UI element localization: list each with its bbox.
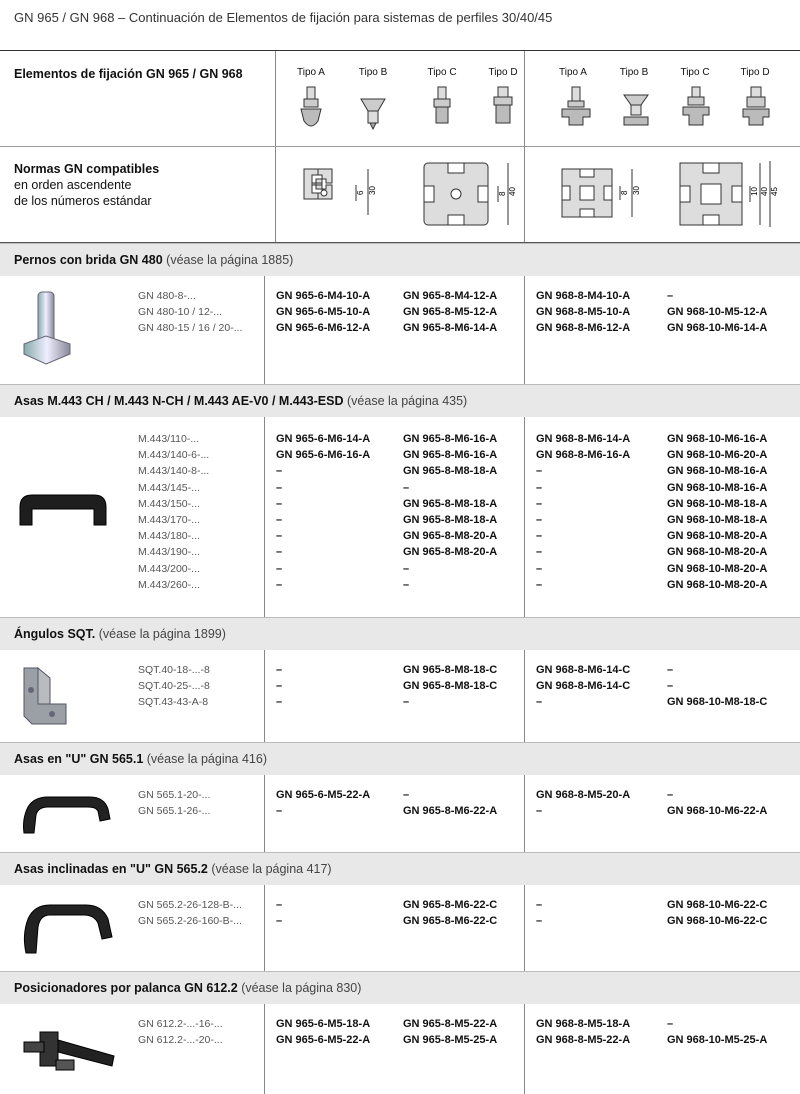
part-number: –	[536, 514, 543, 527]
part-number: GN 965-8-M8-18-A	[403, 497, 498, 510]
gn968-8-column	[536, 1016, 630, 1048]
section-header-lever-indexing-plungers	[0, 971, 800, 1004]
section-body-lever-indexing-plungers	[0, 1004, 800, 1094]
part-number: –	[667, 680, 674, 693]
part-number: GN 965-8-M6-16-A	[403, 449, 498, 462]
part-number: –	[276, 546, 283, 559]
part-number: –	[276, 696, 283, 709]
ref-item: GN 565.2-26-160-B-...	[138, 915, 242, 928]
part-number: –	[276, 680, 283, 693]
type-d-label: Tipo D	[740, 67, 770, 78]
ref-item: M.443/170-...	[138, 514, 200, 527]
t-bolt-type-b-icon	[619, 91, 653, 135]
gn968-8-column	[536, 897, 542, 929]
divider	[275, 147, 276, 242]
ref-item: GN 565.1-26-...	[138, 805, 211, 818]
gn965-6-column	[276, 787, 370, 819]
gn965-6-column	[276, 1016, 370, 1048]
gn968-10-column	[667, 288, 767, 337]
part-number: –	[276, 899, 283, 911]
section-body-inclined-u-handles	[0, 885, 800, 971]
divider	[524, 650, 525, 742]
part-number: –	[403, 696, 410, 709]
sqt-angle-image	[20, 664, 70, 730]
page-reference: (véase la página 830)	[241, 981, 362, 995]
ref-item: GN 480-15 / 16 / 20-...	[138, 322, 243, 335]
ref-item: M.443/180-...	[138, 530, 200, 543]
part-number: –	[276, 481, 283, 494]
gn968-8-column	[536, 787, 630, 819]
part-number: GN 968-10-M6-22-A	[667, 805, 768, 818]
page-reference: (véase la página 1885)	[166, 253, 294, 267]
part-number: GN 968-10-M5-25-A	[667, 1034, 768, 1047]
ref-item: GN 480-8-...	[138, 290, 196, 302]
part-number: GN 965-8-M6-22-A	[403, 805, 498, 818]
profile-30-slot8-icon	[558, 163, 642, 223]
ref-list	[138, 288, 242, 337]
dim-8: 8	[498, 191, 507, 196]
gn965-8-column	[403, 431, 497, 593]
section-body-flange-bolts	[0, 276, 800, 392]
section-title: Asas en "U" GN 565.1	[14, 752, 144, 766]
dim-40: 40	[760, 187, 769, 196]
part-number: –	[667, 290, 674, 302]
section-header-sqt-angles	[0, 617, 800, 650]
compatible-norms-title: Normas GN compatibles	[14, 162, 160, 176]
section-title: Asas M.443 CH / M.443 N-CH / M.443 AE-V0 / M.443-ESD	[14, 394, 344, 408]
gn965-8-column	[403, 787, 497, 819]
page-reference: (véase la página 417)	[211, 862, 332, 876]
part-number: GN 965-6-M5-22-A	[276, 1034, 371, 1047]
gn965-8-column	[403, 897, 497, 929]
divider	[275, 51, 276, 146]
part-number: GN 965-8-M8-18-C	[403, 680, 498, 693]
part-number: –	[536, 562, 543, 575]
part-number: –	[276, 664, 283, 676]
part-number: –	[403, 562, 410, 575]
profile-30-slot6-icon	[300, 163, 382, 223]
gn965-6-column	[276, 431, 370, 593]
gn965-6-column	[276, 288, 370, 337]
dim-10: 10	[750, 187, 759, 196]
part-number: –	[667, 664, 674, 676]
u-handle-image	[18, 789, 114, 845]
part-number: –	[536, 805, 543, 818]
type-a-label: Tipo A	[297, 67, 325, 78]
gn968-8-column	[536, 662, 630, 711]
part-number: –	[667, 789, 674, 801]
part-number: GN 965-8-M6-16-A	[403, 433, 498, 445]
ref-item: SQT.40-25-...-8	[138, 680, 210, 693]
part-number: GN 968-10-M8-20-A	[667, 546, 768, 559]
header-title: Elementos de fijación GN 965 / GN 968	[14, 67, 243, 81]
ref-item: M.443/140-8-...	[138, 465, 210, 478]
ref-item: SQT.40-18-...-8	[138, 664, 210, 676]
part-number: –	[276, 530, 283, 543]
part-number: GN 965-6-M5-18-A	[276, 1018, 371, 1030]
part-number: GN 968-8-M5-22-A	[536, 1034, 631, 1047]
part-number: –	[403, 481, 410, 494]
gn968-10-column	[667, 787, 767, 819]
part-number: –	[276, 497, 283, 510]
ref-item: M.443/260-...	[138, 578, 200, 591]
gn965-8-column	[403, 1016, 497, 1048]
ref-item: M.443/200-...	[138, 562, 200, 575]
part-number: GN 965-8-M5-22-A	[403, 1018, 498, 1030]
ref-list	[138, 787, 210, 819]
part-number: GN 968-8-M6-16-A	[536, 449, 631, 462]
m443-handle-image	[16, 485, 112, 535]
type-c-label: Tipo C	[427, 67, 457, 78]
gn965-8-column	[403, 662, 497, 711]
divider	[264, 650, 265, 742]
section-header-flange-bolts	[0, 243, 800, 276]
part-number: GN 965-6-M5-22-A	[276, 789, 371, 801]
divider	[524, 276, 525, 392]
part-number: GN 968-10-M8-18-A	[667, 514, 768, 527]
part-number: GN 968-10-M6-22-C	[667, 915, 768, 928]
part-number: GN 968-10-M8-20-A	[667, 578, 768, 591]
section-body-sqt-angles	[0, 650, 800, 742]
divider	[524, 775, 525, 853]
flange-bolt-image	[18, 288, 78, 368]
divider	[264, 1004, 265, 1094]
ref-item: M.443/190-...	[138, 546, 200, 559]
dim-40: 40	[508, 187, 517, 196]
profile-40-45-slot10-icon	[676, 159, 780, 231]
part-number: GN 968-8-M6-14-C	[536, 680, 631, 693]
gn968-8-column	[536, 288, 630, 337]
t-bolt-type-a-icon	[296, 85, 326, 135]
part-number: GN 965-6-M4-10-A	[276, 290, 371, 302]
type-c-label: Tipo C	[680, 67, 710, 78]
part-number: –	[276, 578, 283, 591]
dim-6: 6	[356, 190, 365, 195]
divider	[524, 1004, 525, 1094]
gn968-10-column	[667, 897, 767, 929]
ref-list	[138, 431, 209, 593]
divider	[524, 885, 525, 971]
part-number: GN 968-10-M8-18-A	[667, 497, 768, 510]
type-a-label: Tipo A	[559, 67, 587, 78]
divider	[264, 276, 265, 392]
t-bolt-type-d-icon	[739, 85, 773, 135]
ref-item: M.443/150-...	[138, 497, 200, 510]
part-number: GN 968-10-M5-12-A	[667, 306, 768, 319]
ref-list	[138, 662, 210, 711]
part-number: GN 968-8-M5-18-A	[536, 1018, 631, 1030]
section-title: Posicionadores por palanca GN 612.2	[14, 981, 238, 995]
t-bolt-type-c-icon	[427, 85, 457, 135]
dim-30: 30	[368, 186, 377, 195]
section-body-u-handles	[0, 775, 800, 853]
ref-item: M.443/110-...	[138, 433, 200, 445]
lever-indexing-plunger-image	[18, 1018, 122, 1080]
part-number: GN 968-8-M5-10-A	[536, 306, 631, 319]
part-number: GN 965-8-M8-18-C	[403, 664, 498, 676]
dim-45: 45	[770, 187, 779, 196]
part-number: GN 965-8-M5-12-A	[403, 306, 498, 319]
part-number: GN 965-8-M8-20-A	[403, 546, 498, 559]
part-number: GN 968-8-M6-14-C	[536, 664, 631, 676]
compatible-norms-line3: de los números estándar	[14, 194, 152, 208]
header-row-types	[0, 51, 800, 147]
part-number: –	[536, 497, 543, 510]
part-number: GN 968-10-M6-16-A	[667, 433, 768, 445]
part-number: GN 968-10-M6-14-A	[667, 322, 768, 335]
part-number: –	[276, 562, 283, 575]
part-number: –	[276, 805, 283, 818]
gn968-8-column	[536, 431, 630, 593]
part-number: –	[276, 514, 283, 527]
part-number: GN 968-10-M6-20-A	[667, 449, 768, 462]
gn965-8-column	[403, 288, 497, 337]
t-bolt-type-c-icon	[679, 85, 713, 135]
part-number: –	[276, 465, 283, 478]
section-header-u-handles	[0, 742, 800, 775]
dim-8: 8	[620, 190, 629, 195]
part-number: GN 968-10-M8-20-A	[667, 530, 768, 543]
page-title: GN 965 / GN 968 – Continuación de Elementos de fijación para sistemas de perfiles 30/40/45	[14, 10, 553, 25]
dim-30: 30	[632, 186, 641, 195]
part-number: –	[403, 578, 410, 591]
gn965-6-column	[276, 662, 282, 711]
ref-item: GN 612.2-...-16-...	[138, 1018, 223, 1030]
part-number: GN 965-8-M6-22-C	[403, 915, 498, 928]
part-number: GN 968-10-M6-22-C	[667, 899, 768, 911]
t-bolt-type-d-icon	[488, 85, 518, 135]
part-number: –	[536, 530, 543, 543]
part-number: GN 968-10-M8-16-A	[667, 465, 768, 478]
type-b-label: Tipo B	[358, 67, 388, 78]
part-number: GN 965-8-M4-12-A	[403, 290, 498, 302]
ref-item: GN 565.2-26-128-B-...	[138, 899, 242, 911]
part-number: –	[536, 915, 543, 928]
part-number: GN 968-10-M8-20-A	[667, 562, 768, 575]
part-number: –	[667, 1018, 674, 1030]
divider	[264, 775, 265, 853]
part-number: –	[403, 789, 410, 801]
ref-item: M.443/140-6-...	[138, 449, 210, 462]
compatible-norms-line2: en orden ascendente	[14, 178, 132, 192]
part-number: GN 965-8-M8-20-A	[403, 530, 498, 543]
part-number: GN 968-10-M8-16-A	[667, 481, 768, 494]
gn968-10-column	[667, 1016, 767, 1048]
part-number: GN 965-8-M5-25-A	[403, 1034, 498, 1047]
part-number: –	[536, 465, 543, 478]
profile-40-slot8-icon	[420, 159, 520, 231]
gn968-10-column	[667, 662, 767, 711]
section-title: Pernos con brida GN 480	[14, 253, 163, 267]
part-number: GN 965-8-M6-22-C	[403, 899, 498, 911]
section-title: Ángulos SQT.	[14, 627, 96, 641]
type-b-label: Tipo B	[619, 67, 649, 78]
divider	[264, 885, 265, 971]
inclined-u-handle-image	[18, 897, 114, 961]
t-bolt-type-a-icon	[559, 85, 593, 135]
part-number: –	[536, 546, 543, 559]
part-number: GN 968-8-M5-20-A	[536, 789, 631, 801]
compatibility-table	[0, 50, 800, 1094]
part-number: GN 965-6-M6-12-A	[276, 322, 371, 335]
ref-list	[138, 1016, 223, 1048]
page-reference: (véase la página 416)	[146, 752, 267, 766]
ref-item: SQT.43-43-A-8	[138, 696, 209, 709]
ref-item: GN 480-10 / 12-...	[138, 306, 223, 319]
part-number: GN 968-10-M8-18-C	[667, 696, 768, 709]
ref-item: GN 565.1-20-...	[138, 789, 211, 801]
header-row-profiles	[0, 147, 800, 243]
section-body-m443-handles	[0, 417, 800, 617]
part-number: –	[536, 696, 543, 709]
part-number: GN 968-8-M4-10-A	[536, 290, 631, 302]
part-number: GN 965-6-M6-16-A	[276, 449, 371, 462]
type-d-label: Tipo D	[488, 67, 518, 78]
section-header-m443-handles	[0, 384, 800, 417]
part-number: –	[536, 481, 543, 494]
section-header-inclined-u-handles	[0, 852, 800, 885]
section-title: Asas inclinadas en "U" GN 565.2	[14, 862, 208, 876]
part-number: GN 965-8-M8-18-A	[403, 465, 498, 478]
part-number: GN 965-8-M8-18-A	[403, 514, 498, 527]
compatible-norms-label	[14, 161, 159, 209]
part-number: GN 968-8-M6-12-A	[536, 322, 631, 335]
page-reference: (véase la página 1899)	[98, 627, 226, 641]
part-number: GN 968-8-M6-14-A	[536, 433, 631, 445]
divider	[264, 417, 265, 617]
part-number: GN 965-8-M6-14-A	[403, 322, 498, 335]
gn965-6-column	[276, 897, 282, 929]
part-number: –	[276, 915, 283, 928]
gn968-10-column	[667, 431, 767, 593]
t-bolt-type-b-icon	[358, 95, 388, 135]
ref-item: GN 612.2-...-20-...	[138, 1034, 223, 1047]
divider	[524, 417, 525, 617]
part-number: GN 965-6-M6-14-A	[276, 433, 371, 445]
part-number: GN 965-6-M5-10-A	[276, 306, 371, 319]
ref-item: M.443/145-...	[138, 481, 200, 494]
page-reference: (véase la página 435)	[347, 394, 468, 408]
ref-list	[138, 897, 242, 929]
part-number: –	[536, 578, 543, 591]
part-number: –	[536, 899, 543, 911]
